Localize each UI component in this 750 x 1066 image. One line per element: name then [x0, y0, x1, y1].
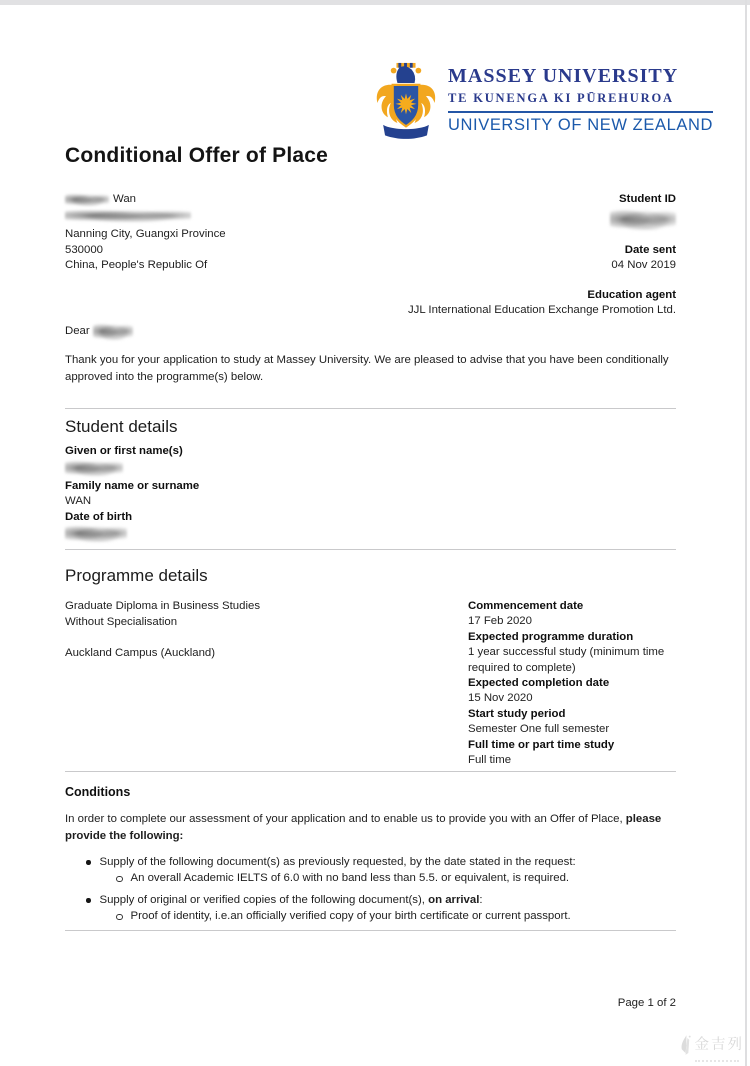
agency-watermark-row	[678, 1034, 745, 1057]
commencement-date-label: Commencement date	[468, 600, 584, 612]
start-study-period-label: Start study period	[468, 707, 566, 720]
letter-title: Conditional Offer of Place	[65, 144, 329, 167]
condition-subbullet-1-text: An overall Academic IELTS of 6.0 with no band less than 5.5. or equivalent, is required.	[130, 872, 570, 884]
university-name: MASSEY UNIVERSITY	[448, 65, 679, 87]
agency-watermark-text: 金吉列	[694, 1037, 744, 1054]
start-study-period-value: Semester One full semester	[468, 723, 610, 736]
programme-name: Graduate Diploma in Business Studies	[65, 600, 261, 612]
redacted-student-id-value	[610, 210, 676, 230]
redacted-given-name	[65, 194, 109, 206]
conditions-intro-line-2	[65, 828, 661, 845]
programme-duration-label: Expected programme duration	[468, 630, 634, 643]
bullet-icon	[86, 898, 91, 903]
section-divider	[65, 930, 676, 931]
recipient-surname: Wan	[113, 193, 136, 205]
condition-subbullet-2-text: Proof of identity, i.e.an officially verified copy of your birth certificate or current passport.	[130, 910, 571, 922]
family-name-value: WAN	[65, 495, 92, 507]
redacted-dob-smudge	[65, 526, 127, 542]
condition-bullet-1	[86, 855, 576, 871]
redacted-given-name-value	[65, 460, 199, 479]
programme-summary	[65, 599, 260, 661]
salutation-word: Dear	[65, 325, 90, 338]
scan-right-edge	[745, 0, 747, 1066]
student-details-block	[65, 444, 199, 544]
programme-details-heading: Programme details	[65, 566, 208, 585]
condition-bullet-2	[86, 893, 483, 909]
full-part-time-value: Full time	[468, 754, 512, 767]
commencement-date-value: 17 Feb 2020	[468, 615, 532, 628]
education-agent-label: Education agent	[587, 288, 676, 301]
address-country-line: China, People's Republic Of	[65, 259, 208, 271]
dob-label: Date of birth	[65, 510, 133, 523]
page-number: Page 1 of 2	[617, 997, 676, 1009]
condition-bullet-2-post: :	[479, 894, 483, 906]
section-divider	[65, 549, 676, 550]
programme-specialisation: Without Specialisation	[65, 615, 178, 628]
university-crest-icon	[371, 62, 441, 142]
redacted-student-id	[316, 208, 676, 243]
intro-paragraph	[65, 352, 669, 385]
conditions-intro	[65, 811, 661, 844]
given-name-label: Given or first name(s)	[65, 445, 183, 457]
salutation-line	[65, 324, 133, 340]
circle-bullet-icon	[116, 876, 123, 883]
logo-divider	[448, 111, 713, 113]
circle-bullet-icon	[116, 914, 123, 921]
recipient-address-block	[65, 192, 226, 274]
education-agent-value: JJL International Education Exchange Promotion Ltd.	[407, 304, 676, 316]
university-logo	[371, 62, 713, 142]
agency-watermark	[678, 1034, 745, 1062]
redacted-street-line	[65, 208, 226, 228]
condition-bullet-2-pre: Supply of original or verified copies of the following document(s),	[99, 894, 429, 906]
agency-watermark-subtext	[695, 1060, 739, 1062]
agency-logo-icon	[678, 1034, 693, 1057]
date-sent-value: 04 Nov 2019	[611, 259, 676, 271]
university-maori-name: TE KUNENGA KI PŪREHUROA	[448, 91, 674, 105]
student-details-heading: Student details	[65, 417, 178, 436]
full-part-time-label: Full time or part time study	[468, 738, 615, 751]
intro-line-2: approved into the programme(s) below.	[65, 370, 264, 383]
address-city-line: Nanning City, Guangxi Province	[65, 228, 226, 240]
conditions-intro-regular: In order to complete our assessment of your application and to enable us to provide you with an Offer of Place,	[65, 813, 626, 825]
conditions-intro-line-1	[65, 811, 661, 828]
section-divider	[65, 771, 676, 772]
letter-meta-block	[316, 192, 676, 319]
completion-date-value: 15 Nov 2020	[468, 692, 533, 705]
completion-date-label: Expected completion date	[468, 677, 610, 690]
condition-subbullet-1	[116, 871, 569, 887]
bullet-icon	[86, 860, 91, 865]
condition-subbullet-2	[116, 909, 571, 925]
conditions-heading: Conditions	[65, 785, 131, 799]
redacted-salutation-name	[93, 324, 133, 340]
conditions-intro-bold-1: please	[625, 813, 662, 825]
recipient-name-line	[65, 192, 226, 208]
scan-top-edge	[0, 0, 750, 5]
family-name-label: Family name or surname	[65, 479, 200, 492]
student-id-label: Student ID	[619, 193, 676, 205]
redacted-street	[65, 210, 191, 222]
programme-campus: Auckland Campus (Auckland)	[65, 646, 216, 659]
redacted-given-name-smudge	[65, 461, 123, 476]
conditions-intro-bold-2: provide the following:	[65, 829, 184, 842]
section-divider	[65, 408, 676, 409]
condition-bullet-2-text	[100, 893, 483, 909]
condition-bullet-1-text: Supply of the following document(s) as previously requested, by the date stated in the request:	[99, 856, 576, 868]
condition-bullet-2-bold: on arrival	[428, 894, 480, 906]
university-tagline: UNIVERSITY OF NEW ZEALAND	[448, 116, 713, 134]
address-postcode-line: 530000	[65, 243, 104, 256]
intro-line-1: Thank you for your application to study at Massey University. We are pleased to advise that you have been conditionally	[65, 354, 669, 366]
date-sent-label: Date sent	[624, 243, 676, 256]
programme-fields	[468, 599, 680, 768]
university-wordmark	[448, 62, 713, 142]
programme-duration-value: 1 year successful study (minimum time required to complete)	[468, 646, 665, 674]
redacted-dob-value	[65, 525, 199, 544]
